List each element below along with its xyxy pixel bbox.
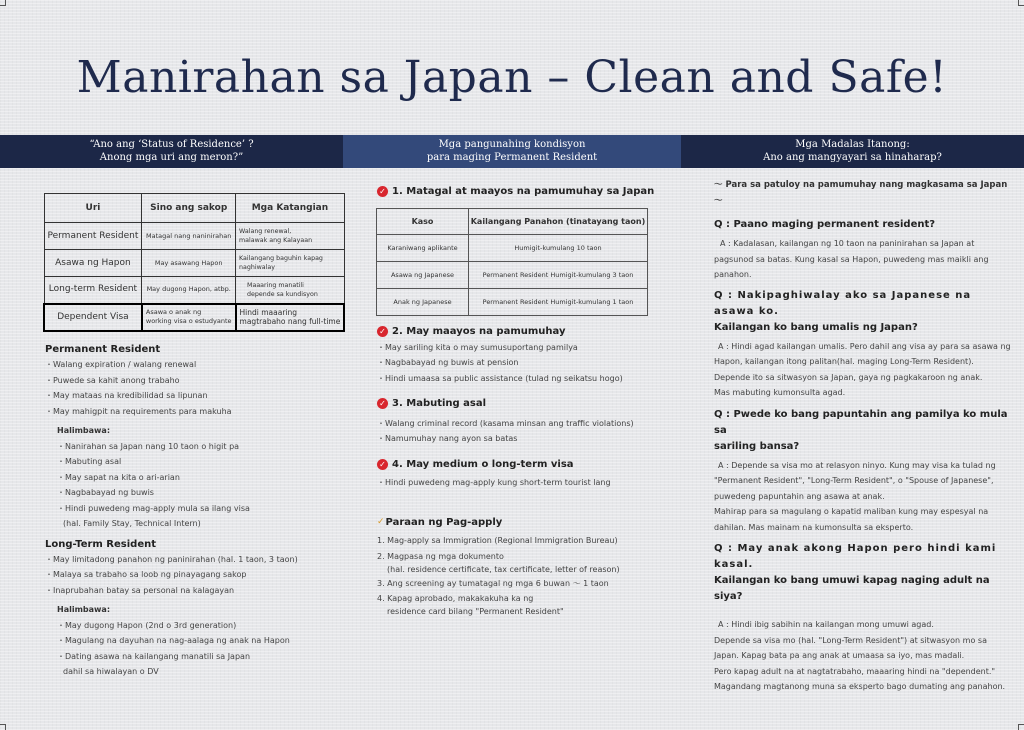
apply-heading: [377, 515, 677, 531]
table-cell: Matagal nang naninirahan: [142, 223, 236, 250]
table-cell: Karaniwang aplikante: [377, 235, 469, 262]
band-line: “Ano ang ‘Status of Residence’ ?: [89, 139, 254, 150]
list-item: dahil sa hiwalayan o DV: [63, 667, 159, 676]
section-title: Permanent Resident: [45, 344, 161, 355]
table-cell: Long-term Resident: [44, 277, 142, 304]
check-circle-icon: ✓: [377, 459, 388, 470]
list-item: ・Malaya sa trabaho sa loob ng pinayagang sakop: [45, 570, 247, 579]
cell-line: Hindi maaaring: [239, 308, 298, 317]
list-item: ・May limitadong panahon ng paninirahan (hal. 1 taon, 3 taon): [45, 554, 298, 564]
table-header-row: [44, 194, 344, 223]
section-title: Long-Term Resident: [45, 538, 157, 550]
list-item: residence card bilang "Permanent Resident": [387, 606, 564, 616]
question-line: Kailangan ko bang umalis ng Japan?: [714, 321, 918, 333]
table-cell: [236, 304, 345, 331]
answer-line: A : Depende sa visa mo at relasyon ninyo. Kung may visa ka tulad ng: [718, 460, 996, 470]
condition-heading: [377, 324, 677, 340]
condition-heading: [377, 396, 677, 412]
table-cell: [236, 250, 345, 277]
list-item: ・May sariling kita o may sumusuportang pamilya: [377, 342, 578, 352]
answer-line: puwedeng papuntahin ang asawa at anak.: [714, 491, 885, 501]
table-header-row: [377, 209, 648, 235]
condition-title: 3. Mabuting asal: [392, 398, 487, 409]
table-row: [44, 304, 344, 331]
faq-question: [714, 288, 1014, 336]
answer-line: "Permanent Resident", "Long-Term Resident", o "Spouse of Japanese",: [714, 476, 994, 485]
table-row: [377, 289, 648, 316]
question-line: Q : Pwede ko bang papuntahin ang pamilya ko mula sa: [714, 408, 1008, 436]
check-circle-icon: ✓: [377, 398, 388, 409]
list-item: ・May mahigpit na requirements para makuha: [45, 406, 232, 416]
crop-mark: [0, 0, 6, 6]
table-row: [44, 277, 344, 304]
example-label: Halimbawa:: [57, 605, 111, 614]
list-item: 2. Magpasa ng mga dokumento: [377, 551, 504, 561]
middle-column: [377, 324, 677, 618]
cell-line: Asawa o anak ng: [145, 308, 202, 316]
crop-mark: [0, 724, 6, 730]
band-status: [0, 135, 343, 168]
table-cell: [236, 223, 345, 250]
list-item: ・Walang expiration / walang renewal: [45, 360, 197, 369]
list-item: ・Nanirahan sa Japan nang 10 taon o higit pa: [57, 441, 240, 451]
condition-title: 4. May medium o long-term visa: [392, 458, 574, 470]
answer-line: A : Hindi ibig sabihin na kailangan mong umuwi agad.: [718, 620, 934, 629]
question-line: sariling bansa?: [714, 440, 800, 452]
answer-line: Pero kapag adult na at nagtatrabaho, maaaring hindi na "dependent.": [714, 666, 996, 676]
list-item: 3. Ang screening ay tumatagal ng mga 6 buwan 〜 1 taon: [377, 579, 609, 588]
answer-line: panahon.: [714, 270, 752, 279]
condition-heading: [377, 186, 654, 197]
answer-line: Mahirap para sa magulang o kapatid maliban kung may espesyal na: [714, 507, 989, 516]
cell-line: naghiwalay: [239, 264, 275, 271]
list-item: ・Namumuhay nang ayon sa batas: [377, 434, 518, 443]
table-header: Mga Katangian: [236, 194, 345, 223]
cell-line: working visa o estudyante: [145, 317, 232, 325]
list-item: ・May mataas na kredibilidad sa lipunan: [45, 391, 208, 400]
check-circle-icon: ✓: [377, 186, 388, 197]
faq-question: [714, 541, 1014, 605]
answer-line: Magandang magtanong muna sa eksperto bago dumating ang panahon.: [714, 682, 1006, 691]
table-header: Kailangang Panahon (tinatayang taon): [469, 209, 648, 235]
table-cell: [142, 304, 236, 331]
cell-line: depende sa kundisyon: [247, 290, 318, 298]
list-item: ・Mabuting asal: [57, 457, 122, 466]
table-row: [44, 223, 344, 250]
table-cell: Permanent Resident Humigit-kumulang 1 taon: [469, 289, 648, 316]
cell-line: magtrabaho nang full-time: [239, 317, 341, 326]
crop-mark: [1018, 0, 1024, 6]
band-line: Mga pangunahing kondisyon: [438, 139, 586, 150]
table-cell: Permanent Resident Humigit-kumulang 3 taon: [469, 262, 648, 289]
table-row: [377, 235, 648, 262]
example-label: Halimbawa:: [57, 426, 111, 435]
question-line: Kailangan ko bang umuwi kapag naging adult na siya?: [714, 575, 990, 602]
question-line: Q : May anak akong Hapon pero hindi kami kasal.: [714, 543, 997, 570]
answer-line: dahilan. Mas mainam na kumonsulta sa eksperto.: [714, 522, 914, 532]
table-cell: Anak ng Japanese: [377, 289, 469, 316]
table-cell: Asawa ng Hapon: [44, 250, 142, 277]
left-column: [45, 343, 335, 680]
answer-line: Hapon, kailangan itong palitan(hal. maging Long-Term Resident).: [714, 357, 974, 366]
list-item: ・Hindi puwedeng mag-apply kung short-term tourist lang: [377, 478, 611, 487]
table-cell: Asawa ng Japanese: [377, 262, 469, 289]
faq-answer: [714, 458, 1014, 536]
checkmark-icon: ✓: [377, 516, 385, 527]
list-item: ・Nagbabayad ng buwis at pension: [377, 358, 519, 367]
list-item: ・Magulang na dayuhan na nag-aalaga ng anak na Hapon: [57, 636, 290, 645]
list-item: ・May dugong Hapon (2nd o 3rd generation): [57, 620, 237, 630]
table-header: Sino ang sakop: [142, 194, 236, 223]
list-item: ・Dating asawa na kailangang manatili sa Japan: [57, 651, 251, 661]
list-item: 1. Mag-apply sa Immigration (Regional Immigration Bureau): [377, 536, 618, 545]
time-table: [376, 208, 648, 316]
faq-answer: [714, 339, 1014, 401]
list-item: ・Puwede sa kahit anong trabaho: [45, 375, 180, 385]
question-line: Q : Nakipaghiwalay ako sa Japanese na asawa ko.: [714, 289, 972, 317]
table-cell: Permanent Resident: [44, 223, 142, 250]
cell-line: Maaaring manatili: [247, 281, 304, 289]
band-faq: [681, 135, 1024, 168]
faq-question: [714, 407, 1014, 455]
check-circle-icon: ✓: [377, 326, 388, 337]
table-cell: May asawang Hapon: [142, 250, 236, 277]
list-item: ・Hindi umaasa sa public assistance (tulad ng seikatsu hogo): [377, 373, 623, 383]
table-cell: May dugong Hapon, atbp.: [142, 277, 236, 304]
condition-title: 1. Matagal at maayos na pamumuhay sa Japan: [392, 186, 655, 197]
faq-answer: [714, 617, 1014, 695]
faq-answer: [714, 236, 1014, 283]
cell-line: malawak ang Kalayaan: [239, 237, 313, 244]
answer-line: Mas mabuting kumonsulta agad.: [714, 388, 846, 397]
list-item: ・May sapat na kita o ari-arian: [57, 472, 180, 482]
answer-line: pagsunod sa batas. Kung kasal sa Hapon, puwedeng mas maikli ang: [714, 254, 989, 264]
right-column: [714, 178, 1014, 695]
list-item: (hal. Family Stay, Technical Intern): [63, 519, 201, 528]
faq-question: Q : Paano maging permanent resident?: [714, 219, 936, 230]
list-item: ・Inaprubahan batay sa personal na kalagayan: [45, 585, 235, 595]
cell-line: Walang renewal,: [239, 228, 292, 235]
table-cell: Dependent Visa: [44, 304, 142, 331]
table-cell: Humigit-kumulang 10 taon: [469, 235, 648, 262]
table-row: [44, 250, 344, 277]
answer-line: Depende sa visa mo (hal. "Long-Term Resident") at sitwasyon mo sa: [714, 635, 987, 645]
table-row: [377, 262, 648, 289]
table-header: Kaso: [377, 209, 469, 235]
list-item: ・Walang criminal record (kasama minsan ang traffic violations): [377, 418, 634, 428]
condition-title: 2. May maayos na pamumuhay: [392, 326, 566, 337]
band-line: Mga Madalas Itanong:: [795, 139, 910, 150]
answer-line: A : Kadalasan, kailangan ng 10 taon na paninirahan sa Japan at: [720, 239, 975, 248]
band-conditions: [343, 135, 681, 168]
answer-line: Depende ito sa sitwasyon sa Japan, gaya ng pagkakaroon ng anak.: [714, 372, 983, 382]
list-item: ・Nagbabayad ng buwis: [57, 488, 154, 497]
band-line: Anong mga uri ang meron?”: [99, 152, 244, 163]
answer-line: Japan. Kapag bata pa ang anak at umaasa sa iyo, mas madali.: [714, 651, 965, 660]
apply-title: Paraan ng Pag-apply: [385, 516, 503, 528]
status-table: [43, 193, 345, 332]
list-item: ・Hindi puwedeng mag-apply mula sa ilang visa: [57, 503, 250, 513]
list-item: (hal. residence certificate, tax certificate, letter of reason): [387, 565, 620, 574]
faq-subtitle: 〜 Para sa patuloy na pamumuhay nang magkasama sa Japan 〜: [714, 180, 1008, 206]
answer-line: A : Hindi agad kailangan umalis. Pero dahil ang visa ay para sa asawa ng: [718, 341, 1011, 351]
condition-heading: [377, 457, 677, 473]
crop-mark: [1018, 724, 1024, 730]
cell-line: Kailangang baguhin kapag: [239, 255, 323, 262]
table-header: Uri: [44, 194, 142, 223]
band-line: Ano ang mangyayari sa hinaharap?: [763, 152, 942, 163]
band-line: para maging Permanent Resident: [426, 152, 598, 163]
page-title: Manirahan sa Japan – Clean and Safe!: [76, 52, 948, 103]
list-item: 4. Kapag aprobado, makakakuha ka ng: [377, 593, 534, 603]
table-cell: [236, 277, 345, 304]
